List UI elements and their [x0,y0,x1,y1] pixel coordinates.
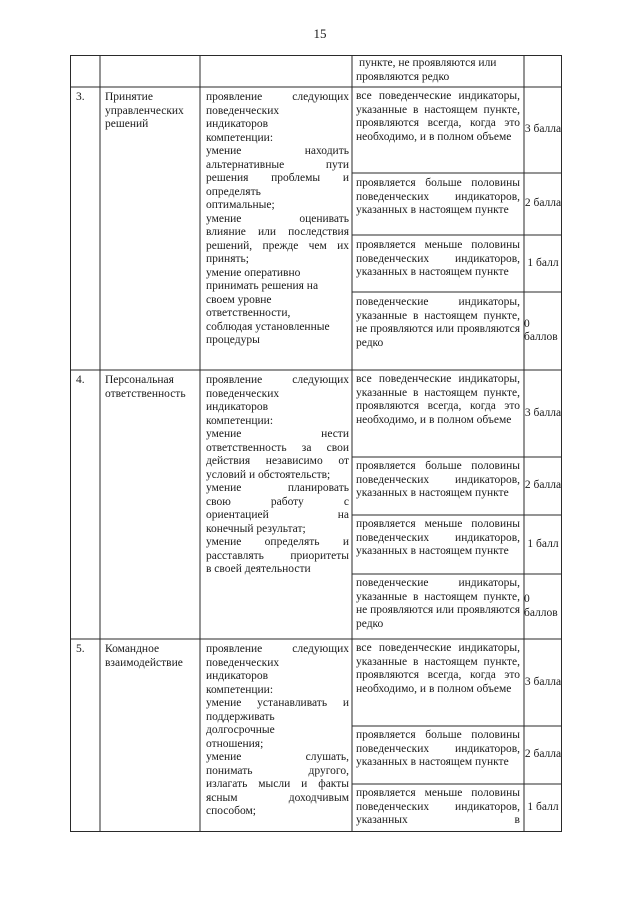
level-score: 2 балла [524,197,562,210]
level-score: 2 балла [524,748,562,761]
competency-name: Командное взаимодействие [105,643,183,669]
level-score: 0 баллов [524,317,558,343]
level-score: 2 балла [524,479,562,492]
level-description: поведенческие индикаторы, указанные в настоящем пункте, не проявляются или проявляются редко [356,577,520,630]
top-row-evidence: пункте, не проявляются или проявляются редко [356,57,497,83]
level-description: все поведенческие индикаторы, указанные в настоящем пункте, проявляются всегда, когда это необходимо, и в полном объеме [356,642,520,695]
level-score: 1 балл [527,537,559,550]
competency-name: Принятие управленческих решений [105,91,184,130]
level-score: 1 балл [527,801,559,814]
level-description: все поведенческие индикаторы, указанные в настоящем пункте, проявляются всегда, когда это необходимо, и в полном объеме [356,373,520,426]
level-description: проявляется больше половины поведенческих индикаторов, указанных в настоящем пункте [356,177,520,216]
level-description: все поведенческие индикаторы, указанные в настоящем пункте, проявляются всегда, когда это необходимо, и в полном объеме [356,90,520,143]
competency-indicators: проявление следующих поведенческих индикаторов компетенции: умение устанавливать и поддерживать долгосрочные отношения; умение слушать, понимать другого, излагать мысли и факты ясным доходчивым способом; [206,643,349,817]
section-number: 4. [76,374,85,386]
page-number: 15 [313,26,327,41]
section-number: 5. [76,643,85,655]
level-score: 3 балла [524,675,562,688]
level-description: проявляется больше половины поведенческих индикаторов, указанных в настоящем пункте [356,460,520,499]
level-description: проявляется меньше половины поведенческих индикаторов, указанных в настоящем пункте [356,239,520,278]
level-score: 0 баллов [524,593,558,619]
assessment-table [70,55,562,832]
section-number: 3. [76,91,85,103]
level-description: проявляется больше половины поведенческих индикаторов, указанных в настоящем пункте [356,729,520,768]
competency-name: Персональная ответственность [105,374,186,400]
competency-indicators: проявление следующих поведенческих индикаторов компетенции: умение нести ответственность за свои действия независимо от условий и обстоятельств; умение планировать свою работу с ориентацией на конечный результат; умение определять и расставлять приоритеты в своей деятельности [206,374,349,575]
level-description: проявляется меньше половины поведенческих индикаторов, указанных в настоящем пункте [356,518,520,557]
level-score: 3 балла [524,406,562,419]
level-score: 3 балла [524,123,562,136]
competency-indicators: проявление следующих поведенческих индикаторов компетенции: умение находить альтернативные пути решения проблемы и определять оптимальные; умение оценивать влияние или последствия решений, прежде чем их принять; умение оперативно принимать решения на своем уровне ответственности, соблюдая установленные процедуры [206,91,349,346]
level-score: 1 балл [527,256,559,269]
level-description: поведенческие индикаторы, указанные в настоящем пункте, не проявляются или проявляются редко [356,296,520,349]
level-description: проявляется меньше половины поведенческих индикаторов, указанных в [356,787,520,826]
